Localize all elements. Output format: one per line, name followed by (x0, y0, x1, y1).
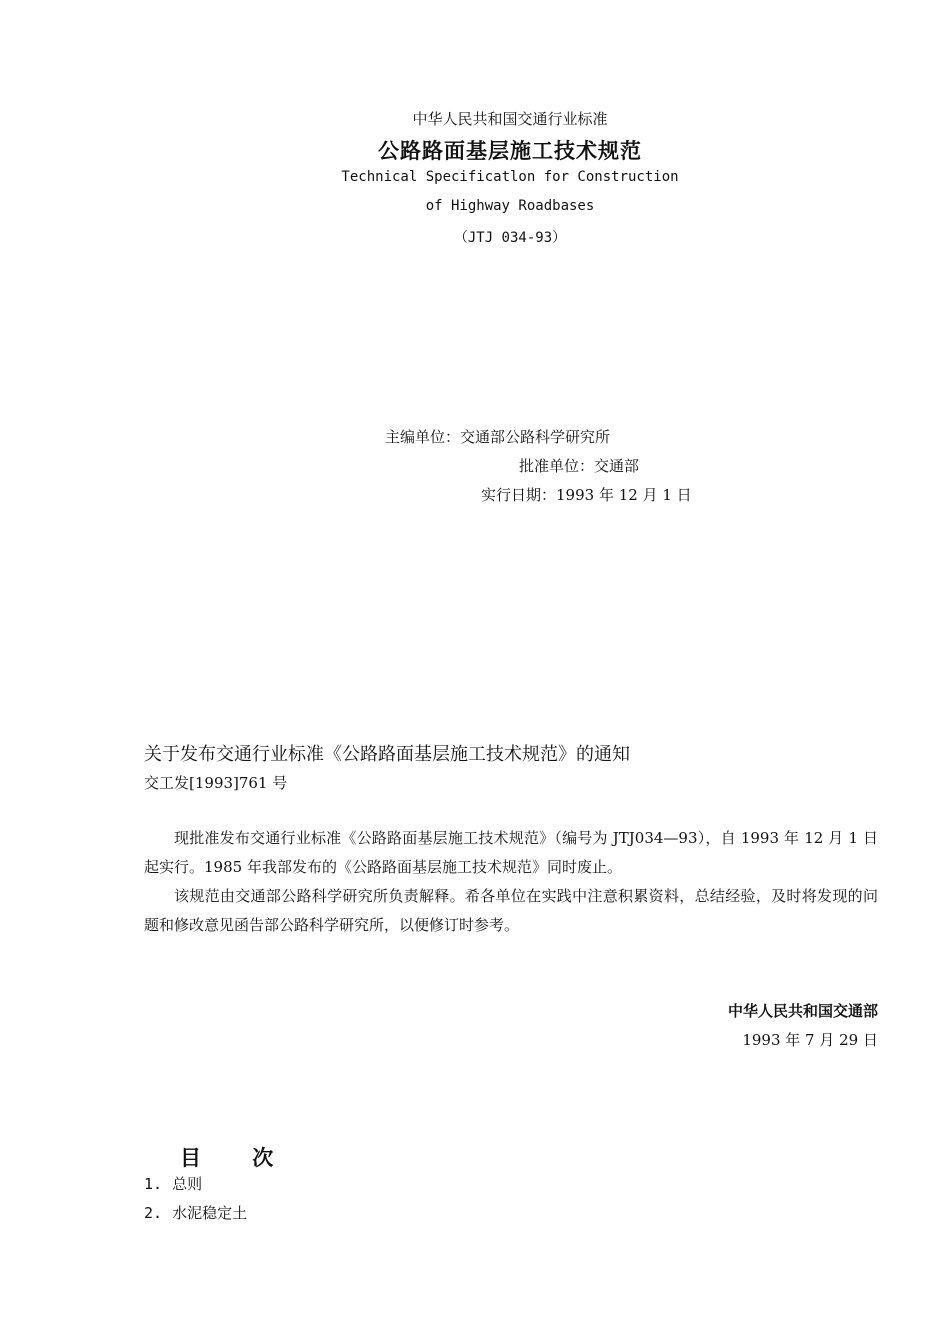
standard-code: （JTJ 034-93） (453, 230, 567, 246)
toc-item-number: 2. (144, 1204, 163, 1222)
signature-date: 1993 年 7 月 29 日 (742, 1031, 878, 1049)
document-title: 公路路面基层施工技术规范 (378, 139, 642, 163)
toc-item-number: 1. (144, 1175, 163, 1193)
english-title-line1: Technical Specificatlon for Construction (341, 169, 679, 185)
english-title-line2: of Highway Roadbases (425, 198, 595, 214)
signature-organization: 中华人民共和国交通部 (727, 1002, 878, 1020)
toc-title: 目 次 (180, 1146, 296, 1170)
notice-paragraph: 现批准发布交通行业标准《公路路面基层施工技术规范》（编号为 JTJ034—93），自 1993 年 12 月 1 日起实行。1985 年我部发布的《公路路面基层施工技术规范》同时废止。 (144, 829, 878, 876)
implementation-date: 实行日期：1993 年 12 月 1 日 (481, 486, 692, 504)
document-number: 交工发[1993]761 号 (144, 774, 288, 792)
toc-item-label: 水泥稳定土 (172, 1204, 248, 1222)
toc-item-label: 总则 (172, 1175, 203, 1193)
toc-item[interactable] (144, 1173, 202, 1194)
toc-item[interactable] (144, 1202, 247, 1223)
approver-unit: 批准单位：交通部 (519, 457, 640, 475)
notice-title: 关于发布交通行业标准《公路路面基层施工技术规范》的通知 (144, 744, 630, 765)
notice-paragraph: 该规范由交通部公路科学研究所负责解释。希各单位在实践中注意积累资料，总结经验，及时将发现的问题和修改意见函告部公路科学研究所，以便修订时参考。 (144, 887, 878, 934)
standard-category: 中华人民共和国交通行业标准 (412, 110, 608, 128)
editor-unit: 主编单位：交通部公路科学研究所 (385, 428, 611, 446)
